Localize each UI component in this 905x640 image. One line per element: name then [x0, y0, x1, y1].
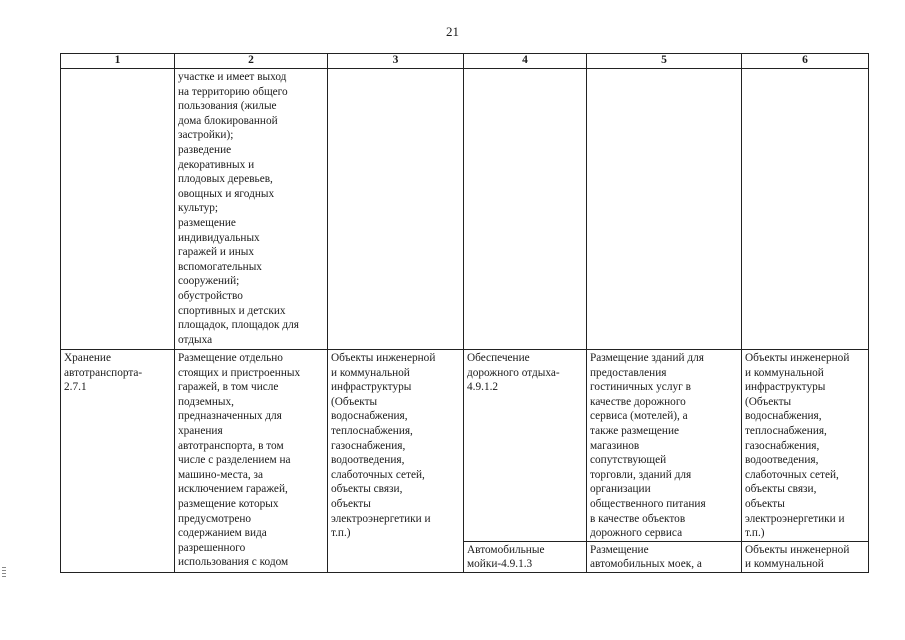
column-header-1: 1: [61, 54, 175, 69]
table-row-vehicle-storage: [61, 350, 869, 542]
cell-use-type: Хранение автотранспорта- 2.7.1: [61, 350, 175, 573]
cell-auxiliary-objects: Объекты инженерной и коммунальной инфраструктуры (Объекты водоснабжения, теплоснабжения, газоснабжения, водоотведения, слаботочных сетей, объекты связи, объекты электроэнергетики и т.п.): [328, 350, 464, 573]
cell-empty: [587, 69, 742, 350]
column-header-3: 3: [328, 54, 464, 69]
cell-conditional-use-description: Размещение зданий для предоставления гостиничных услуг в качестве дорожного сервиса (мотелей), а также размещение магазинов сопутствующей торговли, зданий для организации общественного питания в качестве объектов дорожного сервиса: [587, 350, 742, 542]
cell-conditional-use-type: Автомобильные мойки-4.9.1.3: [464, 541, 587, 572]
cell-empty: [742, 69, 869, 350]
column-header-2: 2: [175, 54, 328, 69]
cell-conditional-auxiliary-objects: Объекты инженерной и коммунальной инфраструктуры (Объекты водоснабжения, теплоснабжения, газоснабжения, водоотведения, слаботочных сетей, объекты связи, объекты электроэнергетики и т.п.): [742, 350, 869, 542]
cell-conditional-use-description: Размещение автомобильных моек, а: [587, 541, 742, 572]
cell-empty: [464, 69, 587, 350]
table-row-continuation: [61, 69, 869, 350]
cell-conditional-auxiliary-objects: Объекты инженерной и коммунальной: [742, 541, 869, 572]
land-use-table: [60, 53, 869, 573]
column-header-6: 6: [742, 54, 869, 69]
column-header-5: 5: [587, 54, 742, 69]
cell-empty: [61, 69, 175, 350]
cell-permitted-use-description: участке и имеет выход на территорию общего пользования (жилые дома блокированной застройки); разведение декоративных и плодовых деревьев, овощных и ягодных культур; размещение индивидуальных гаражей и иных вспомогательных сооружений; обустройство спортивных и детских площадок, площадок для отдыха: [175, 69, 328, 350]
cell-empty: [328, 69, 464, 350]
page-number: 21: [446, 24, 459, 39]
column-header-4: 4: [464, 54, 587, 69]
cell-use-description: Размещение отдельно стоящих и пристроенных гаражей, в том числе подземных, предназначенных для хранения автотранспорта, в том числе с разделением на машино-места, за исключением гаражей, размещение которых предусмотрено содержанием вида разрешенного использования с кодом: [175, 350, 328, 573]
cell-conditional-use-type: Обеспечение дорожного отдыха- 4.9.1.2: [464, 350, 587, 542]
scan-edge-marks: [2, 567, 6, 581]
table-header-row: [61, 54, 869, 69]
